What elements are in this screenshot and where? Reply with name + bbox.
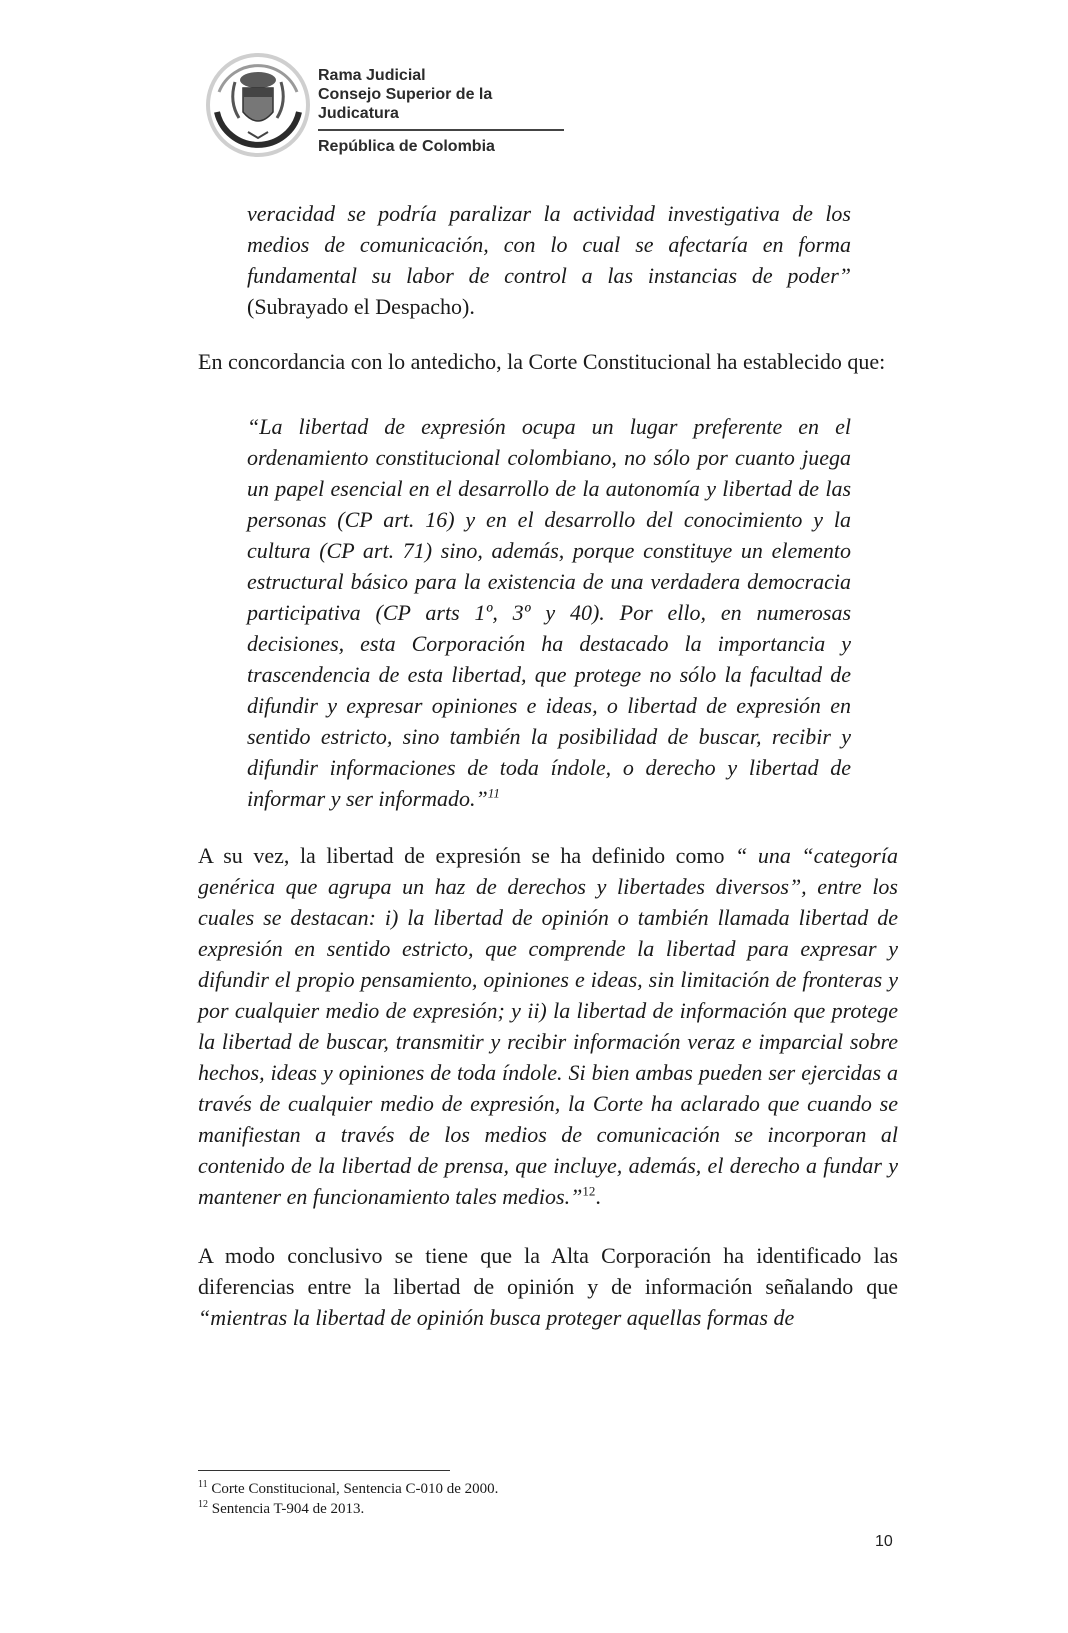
quote-continuation xyxy=(247,198,851,322)
quote-2-block xyxy=(198,411,898,814)
paragraph-1: En concordancia con lo antedicho, la Corte Constitucional ha establecido que: xyxy=(198,349,886,374)
footnote-11 xyxy=(198,1479,898,1499)
footnote-ref-12: 12 xyxy=(582,1183,596,1199)
quote-2-text: “La libertad de expresión ocupa un lugar preferente en el ordenamiento constitucional colombiano, no sólo por cuanto juega un papel esencial en el desarrollo de la autonomía y libertad de las personas (CP art. 16) y en el desarrollo del conocimiento y la cultura (CP art. 71) sino, además, porque constituye un elemento estructural básico para la existencia de una verdadera democracia participativa (CP arts 1º, 3º y 40). Por ello, en numerosas decisiones, esta Corporación ha destacado la importancia y trascendencia de esta libertad, que protege no sólo la facultad de difundir y expresar opiniones e ideas, o libertad de expresión en sentido estricto, sino también la posibilidad de buscar, recibir y difundir informaciones de toda índole, o derecho y libertad de informar y ser informado.” xyxy=(247,414,851,811)
paragraph-3 xyxy=(198,1240,898,1333)
footnotes xyxy=(198,1470,898,1519)
org-line-republica: República de Colombia xyxy=(318,138,495,155)
paragraph-2-block xyxy=(198,840,898,1212)
coat-of-arms-seal-icon xyxy=(205,52,311,158)
paragraph-2-normal: A su vez, la libertad de expresión se ha definido como xyxy=(198,843,736,868)
paragraph-3-block xyxy=(198,1240,898,1333)
paragraph-3-normal: A modo conclusivo se tiene que la Alta Corporación ha identificado las diferencias entre la libertad de opinión y de información señalando que xyxy=(198,1243,898,1299)
footnote-text: Corte Constitucional, Sentencia C-010 de 2000. xyxy=(207,1481,499,1497)
paragraph-2 xyxy=(198,840,898,1212)
document-body xyxy=(198,198,898,1333)
page-number: 10 xyxy=(875,1533,893,1550)
footnote-number: 12 xyxy=(198,1499,208,1510)
paragraph-2-italic: “ una “categoría genérica que agrupa un haz de derechos y libertades diversos”, entre los cuales se destacan: i) la libertad de opinión o también llamada libertad de expresión en sentido estricto, que comprende la libertad para expresar y difundir el propio pensamiento, opiniones e ideas, sin limitación de fronteras y por cualquier medio de expresión; y ii) la libertad de información que protege la libertad de buscar, transmitir y recibir información veraz e imparcial sobre hechos, ideas y opiniones de toda índole. Si bien ambas pueden ser ejercidas a través de cualquier medio de expresión, la Corte ha aclarado que cuando se manifiestan a través de los medios de comunicación se incorporan al contenido de la libertad de prensa, que incluye, además, el derecho a fundar y mantener en funcionamiento tales medios.” xyxy=(198,843,898,1209)
paragraph-1-block xyxy=(198,346,898,377)
footnote-12 xyxy=(198,1499,898,1519)
header-divider xyxy=(318,129,564,131)
footnote-text: Sentencia T-904 de 2013. xyxy=(208,1501,365,1517)
footnote-divider xyxy=(198,1470,450,1471)
footnote-ref-11: 11 xyxy=(487,785,500,801)
footnote-number: 11 xyxy=(198,1479,208,1490)
quote-continuation-italic: veracidad se podría paralizar la actividad investigativa de los medios de comunicación, con lo cual se afectaría en forma fundamental su labor de control a las instancias de poder” xyxy=(247,201,851,288)
quote-continuation-note: (Subrayado el Despacho). xyxy=(247,294,475,319)
org-line-consejo: Consejo Superior de la Judicatura xyxy=(318,86,493,122)
quote-2 xyxy=(247,411,851,814)
paragraph-3-italic: “mientras la libertad de opinión busca proteger aquellas formas de xyxy=(198,1305,795,1330)
page-header xyxy=(205,52,565,157)
organization-name xyxy=(318,66,565,156)
org-line-rama-judicial: Rama Judicial xyxy=(318,67,426,84)
paragraph-2-end: . xyxy=(595,1184,601,1209)
